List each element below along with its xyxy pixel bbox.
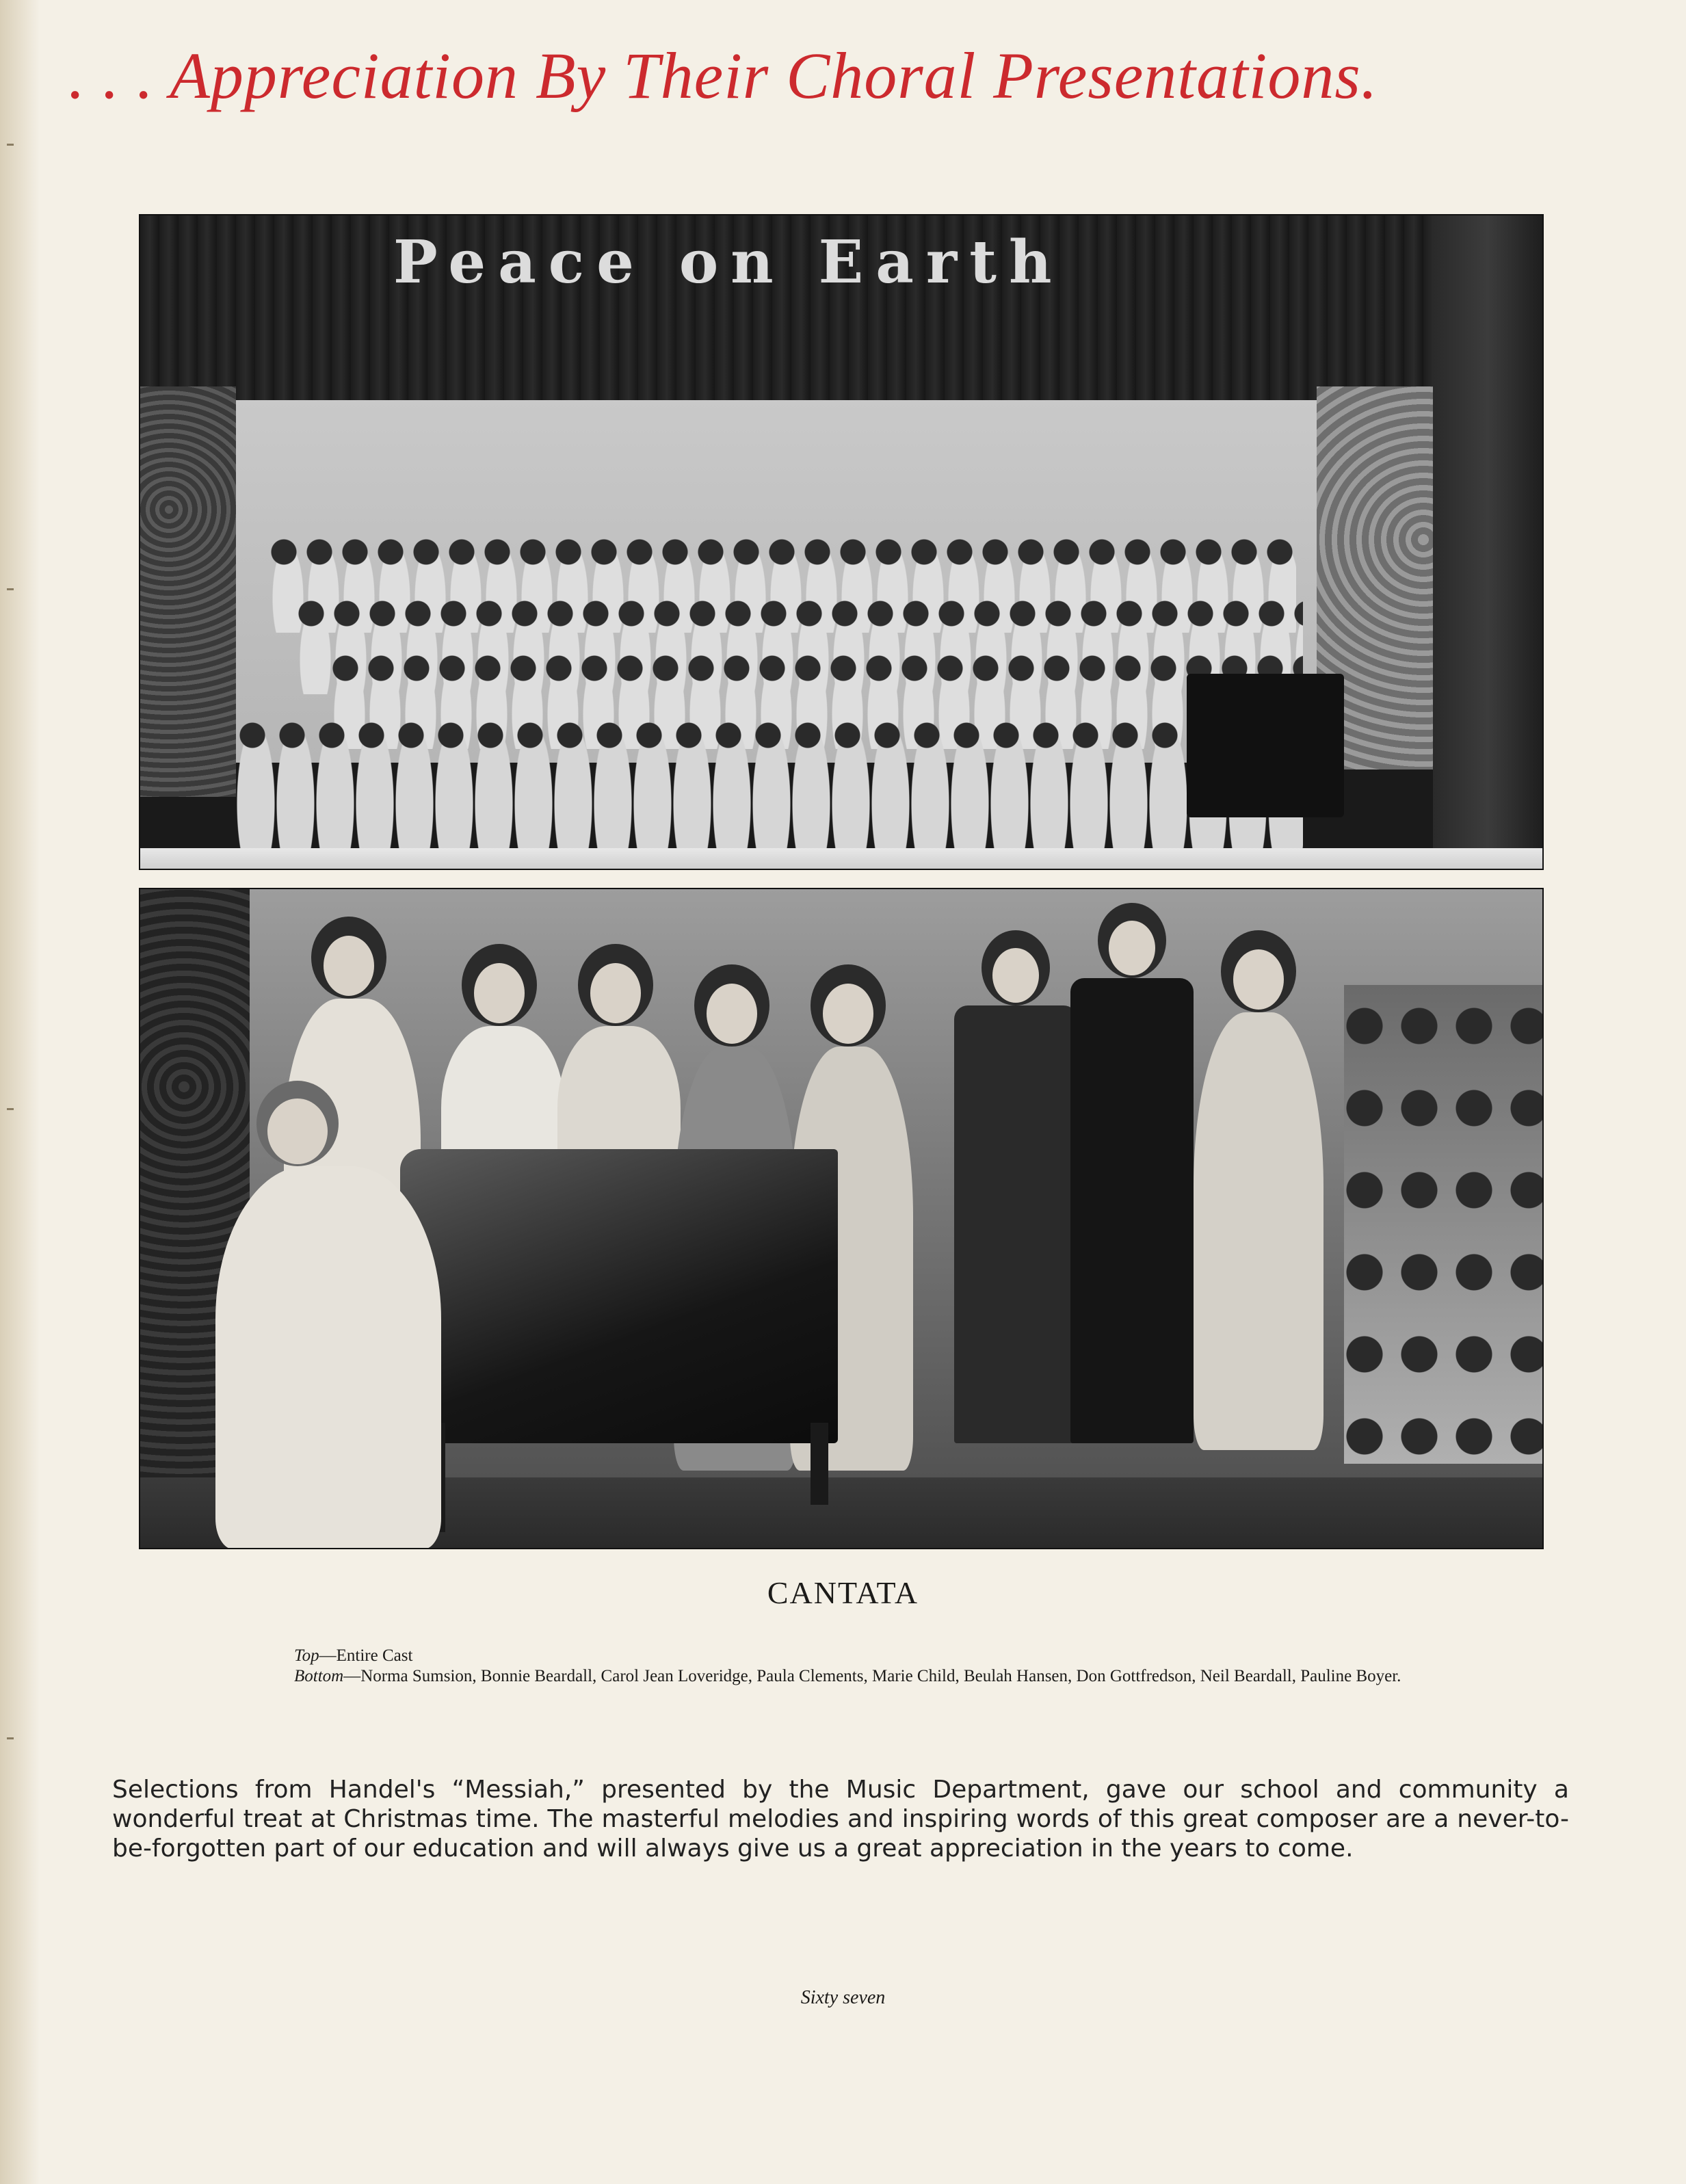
binding-mark xyxy=(7,1108,14,1110)
grand-piano xyxy=(400,1149,838,1443)
credit-label-bottom: Bottom xyxy=(294,1667,344,1685)
photo-soloists xyxy=(139,888,1544,1549)
seated-audience xyxy=(1344,985,1542,1464)
binding-edge xyxy=(0,0,40,2184)
photo-caption-title: CANTATA xyxy=(767,1575,919,1610)
piano-leg xyxy=(811,1423,828,1505)
binding-mark xyxy=(7,1737,14,1739)
credit-label-top: Top xyxy=(294,1646,319,1665)
stage-foliage-left xyxy=(140,386,236,797)
photo-entire-cast xyxy=(139,214,1544,870)
page-number: Sixty seven xyxy=(800,1987,886,2008)
stage-floor xyxy=(140,848,1542,869)
binding-mark xyxy=(7,144,14,146)
upright-piano xyxy=(1187,674,1344,817)
choir-row xyxy=(236,722,1303,852)
credit-text-bottom: —Norma Sumsion, Bonnie Beardall, Carol Jean Loveridge, Paula Clements, Marie Child, Beulah Hansen, Don Gottfredson, Neil Beardall, Pauline Boyer. xyxy=(343,1667,1401,1685)
photo-credits xyxy=(294,1646,1402,1687)
stage-banner-text: Peace on Earth xyxy=(393,228,1064,297)
credit-text-top: —Entire Cast xyxy=(319,1646,413,1665)
body-paragraph: Selections from Handel's “Messiah,” presented by the Music Department, gave our school and community a wonderful treat at Christmas time. The masterful melodies and inspiring words of this great composer are a never-to-be-forgotten part of our education and will always give us a great appreciation in the years to come. xyxy=(112,1776,1569,1863)
stage-pillar xyxy=(1433,215,1542,869)
credit-line-top xyxy=(294,1646,1402,1666)
credit-line-bottom xyxy=(294,1666,1402,1687)
page-header-title: . . . Appreciation By Their Choral Presentations. xyxy=(68,39,1378,112)
binding-mark xyxy=(7,588,14,590)
